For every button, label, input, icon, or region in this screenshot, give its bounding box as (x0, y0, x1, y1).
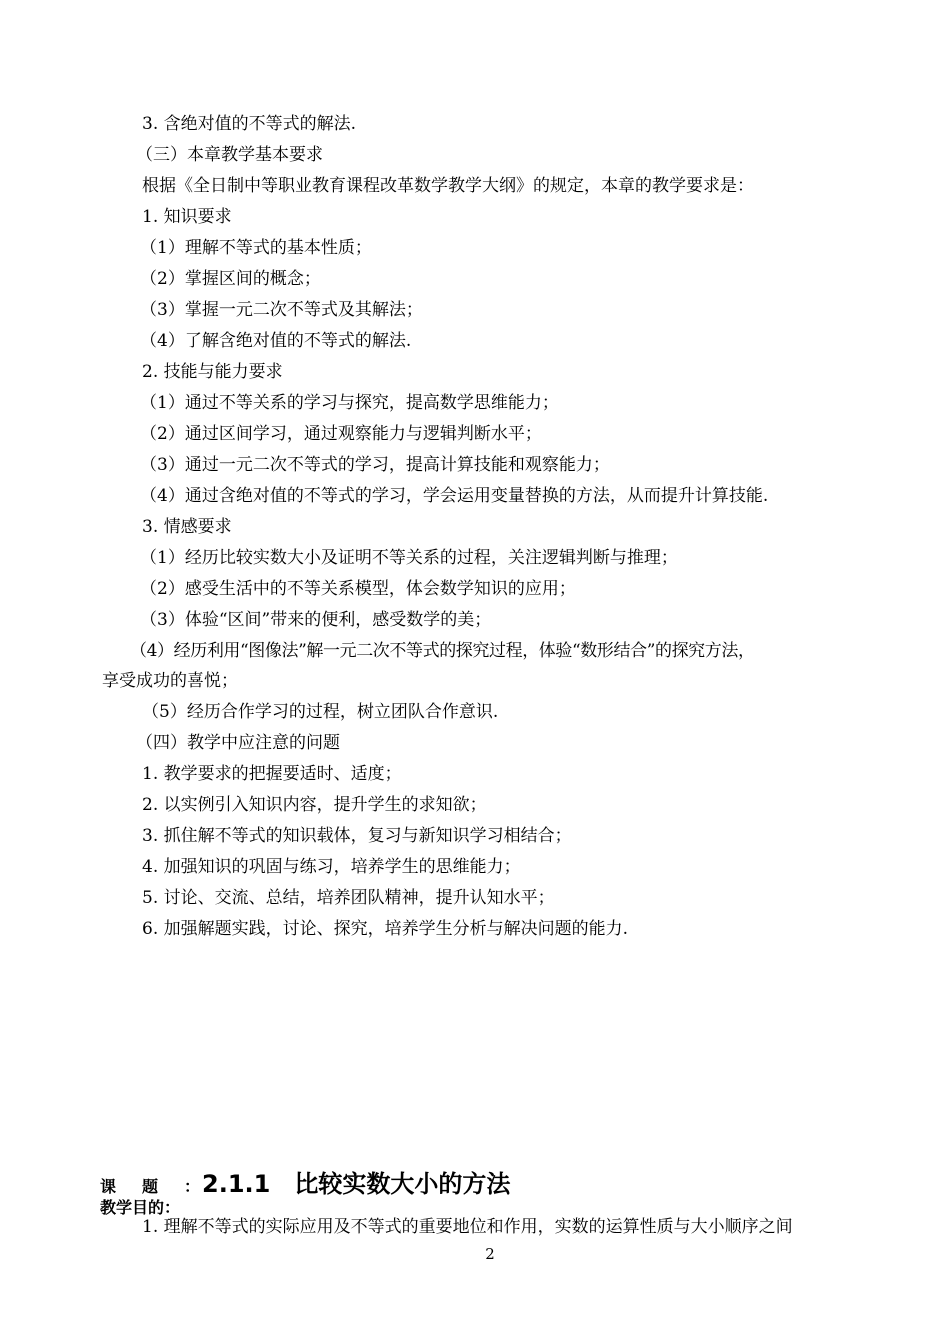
list-item: （3）体验“区间”带来的便利，感受数学的美； (140, 610, 492, 630)
lesson-topic-label: 课题 (100, 1177, 185, 1196)
list-item: 1. 教学要求的把握要适时、适度； (142, 764, 402, 784)
list-item: （2）通过区间学习，通过观察能力与逻辑判断水平； (140, 424, 542, 444)
text-line-3: 根据《全日制中等职业教育课程改革数学教学大纲》的规定，本章的教学要求是： (142, 176, 754, 196)
list-item: （4）了解含绝对值的不等式的解法. (140, 331, 412, 351)
subheading-knowledge: 1. 知识要求 (142, 207, 232, 227)
list-item: （5）经历合作学习的过程，树立团队合作意识. (142, 702, 499, 722)
page-number: 2 (485, 1245, 495, 1263)
list-item: 4. 加强知识的巩固与练习，培养学生的思维能力； (142, 857, 521, 877)
list-item: （1）理解不等式的基本性质； (140, 238, 372, 258)
list-item: （1）经历比较实数大小及证明不等关系的过程，关注逻辑判断与推理； (140, 548, 678, 568)
list-item: （2）掌握区间的概念； (140, 269, 321, 289)
lesson-title: 2.1.1 比较实数大小的方法 (202, 1170, 511, 1198)
text-line-1: 3. 含绝对值的不等式的解法. (142, 114, 357, 134)
lesson-topic-row (100, 1164, 510, 1199)
list-item: （4）经历利用“图像法”解一元二次不等式的探究过程，体验“数形结合”的探究方法， (130, 641, 755, 661)
list-item: （2）感受生活中的不等关系模型，体会数学知识的应用； (140, 579, 576, 599)
subheading-emotion: 3. 情感要求 (142, 517, 232, 537)
list-item: （3）掌握一元二次不等式及其解法； (140, 300, 423, 320)
section-heading-4: （四）教学中应注意的问题 (136, 733, 340, 753)
subheading-skills: 2. 技能与能力要求 (142, 362, 283, 382)
objective-item: 1. 理解不等式的实际应用及不等式的重要地位和作用，实数的运算性质与大小顺序之间 (142, 1217, 793, 1237)
section-heading-3: （三）本章教学基本要求 (136, 145, 323, 165)
list-item: 2. 以实例引入知识内容，提升学生的求知欲； (142, 795, 487, 815)
list-item: （4）通过含绝对值的不等式的学习，学会运用变量替换的方法，从而提升计算技能. (140, 486, 769, 506)
lesson-topic-colon: ： (184, 1177, 201, 1196)
list-item: 3. 抓住解不等式的知识载体，复习与新知识学习相结合； (142, 826, 572, 846)
list-item: （3）通过一元二次不等式的学习，提高计算技能和观察能力； (140, 455, 610, 475)
list-item: 6. 加强解题实践，讨论、探究，培养学生分析与解决问题的能力. (142, 919, 629, 939)
list-item: 5. 讨论、交流、总结，培养团队精神，提升认知水平； (142, 888, 555, 908)
list-item-continuation: 享受成功的喜悦； (102, 671, 238, 691)
list-item: （1）通过不等关系的学习与探究，提高数学思维能力； (140, 393, 559, 413)
objective-label: 教学目的： (100, 1198, 181, 1217)
